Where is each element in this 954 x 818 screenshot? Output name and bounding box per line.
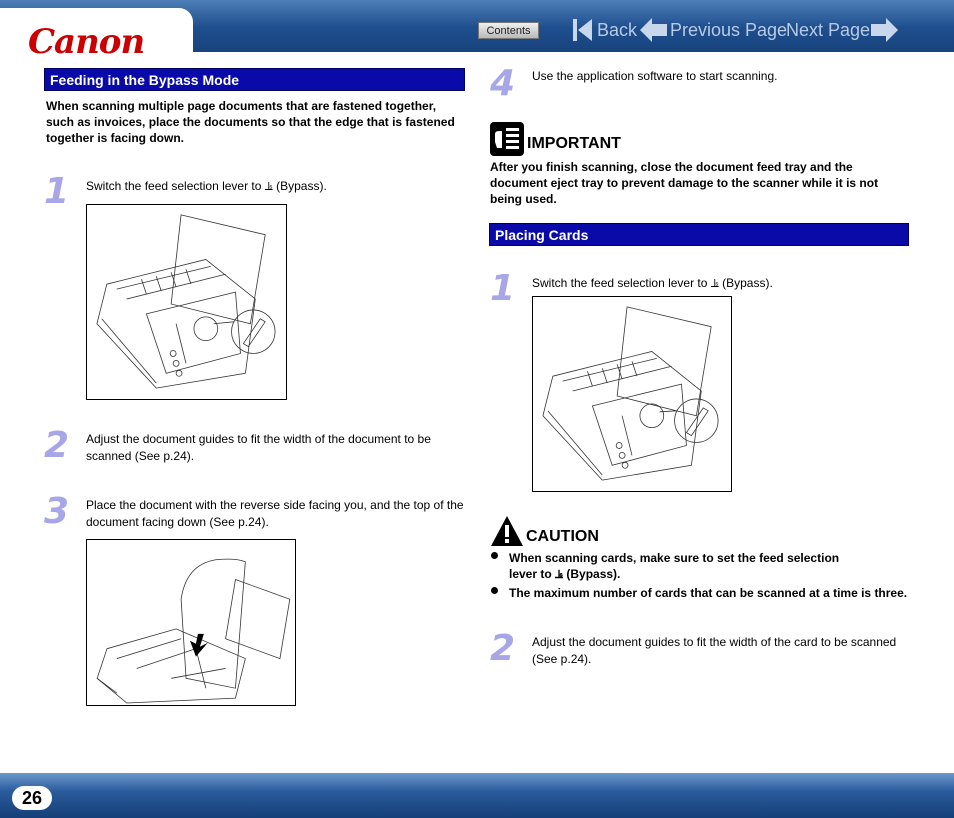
step-text: Adjust the document guides to fit the width of the card to be scanned (See p.24). [532,635,897,666]
warning-icon [490,515,524,547]
caution-item: The maximum number of cards that can be scanned at a time is three. [509,586,908,600]
step-number: 3 [44,491,70,532]
step-number: 4 [490,63,516,104]
scanner-illustration [87,205,286,399]
section-heading-cards: Placing Cards [489,223,909,246]
important-title: IMPORTANT [527,135,621,152]
step-text: Adjust the document guides to fit the width of the document to be scanned (See p.24). [86,432,431,463]
next-page-label: Next Page [786,19,871,40]
arrow-left-icon [640,17,668,43]
step-number: 2 [490,628,516,669]
step-text: Place the document with the reverse side facing you, and the top of the document facing down (See p.24). [86,498,464,529]
important-heading [490,122,621,156]
footer-bar [0,773,954,818]
previous-page-button[interactable] [640,16,787,44]
previous-page-label: Previous Page [670,19,788,40]
canon-logo: Canon [28,22,145,62]
caution-item: When scanning cards, make sure to set the feed selection lever to ⫡ (Bypass). [509,551,840,581]
scanner-document-illustration [87,540,295,705]
caution-title: CAUTION [526,528,599,545]
step-number: 1 [490,268,516,309]
document-placement-figure [86,539,296,706]
contents-button[interactable]: Contents [478,22,539,39]
important-icon [490,122,524,156]
scanner-illustration [533,297,731,491]
section-heading-bypass: Feeding in the Bypass Mode [44,68,465,91]
step-text: Use the application software to start scanning. [532,69,778,83]
back-icon [572,17,594,43]
bypass-intro: When scanning multiple page documents that are fastened together, such as invoices, place the documents so that the edge that is fastened together is facing down. [46,99,455,145]
important-text: After you finish scanning, close the document feed tray and the document eject tray to prevent damage to the scanner while it is not being used. [490,160,879,206]
arrow-right-icon [870,17,898,43]
scanner-cards-figure [532,296,732,492]
back-button[interactable] [572,16,637,44]
back-label: Back [597,19,638,40]
step-number: 2 [44,425,70,466]
step-number: 1 [44,171,70,212]
bullet [491,552,498,559]
page-number: 26 [12,786,52,810]
step-text: Switch the feed selection lever to ⫡ (Bypass). [86,179,327,193]
logo-tab [0,8,193,60]
scanner-bypass-figure [86,204,287,400]
bullet [491,587,498,594]
caution-heading [490,514,599,548]
header-divider [193,52,954,60]
step-text: Switch the feed selection lever to ⫡ (Bypass). [532,276,773,290]
next-page-button[interactable] [786,16,898,44]
